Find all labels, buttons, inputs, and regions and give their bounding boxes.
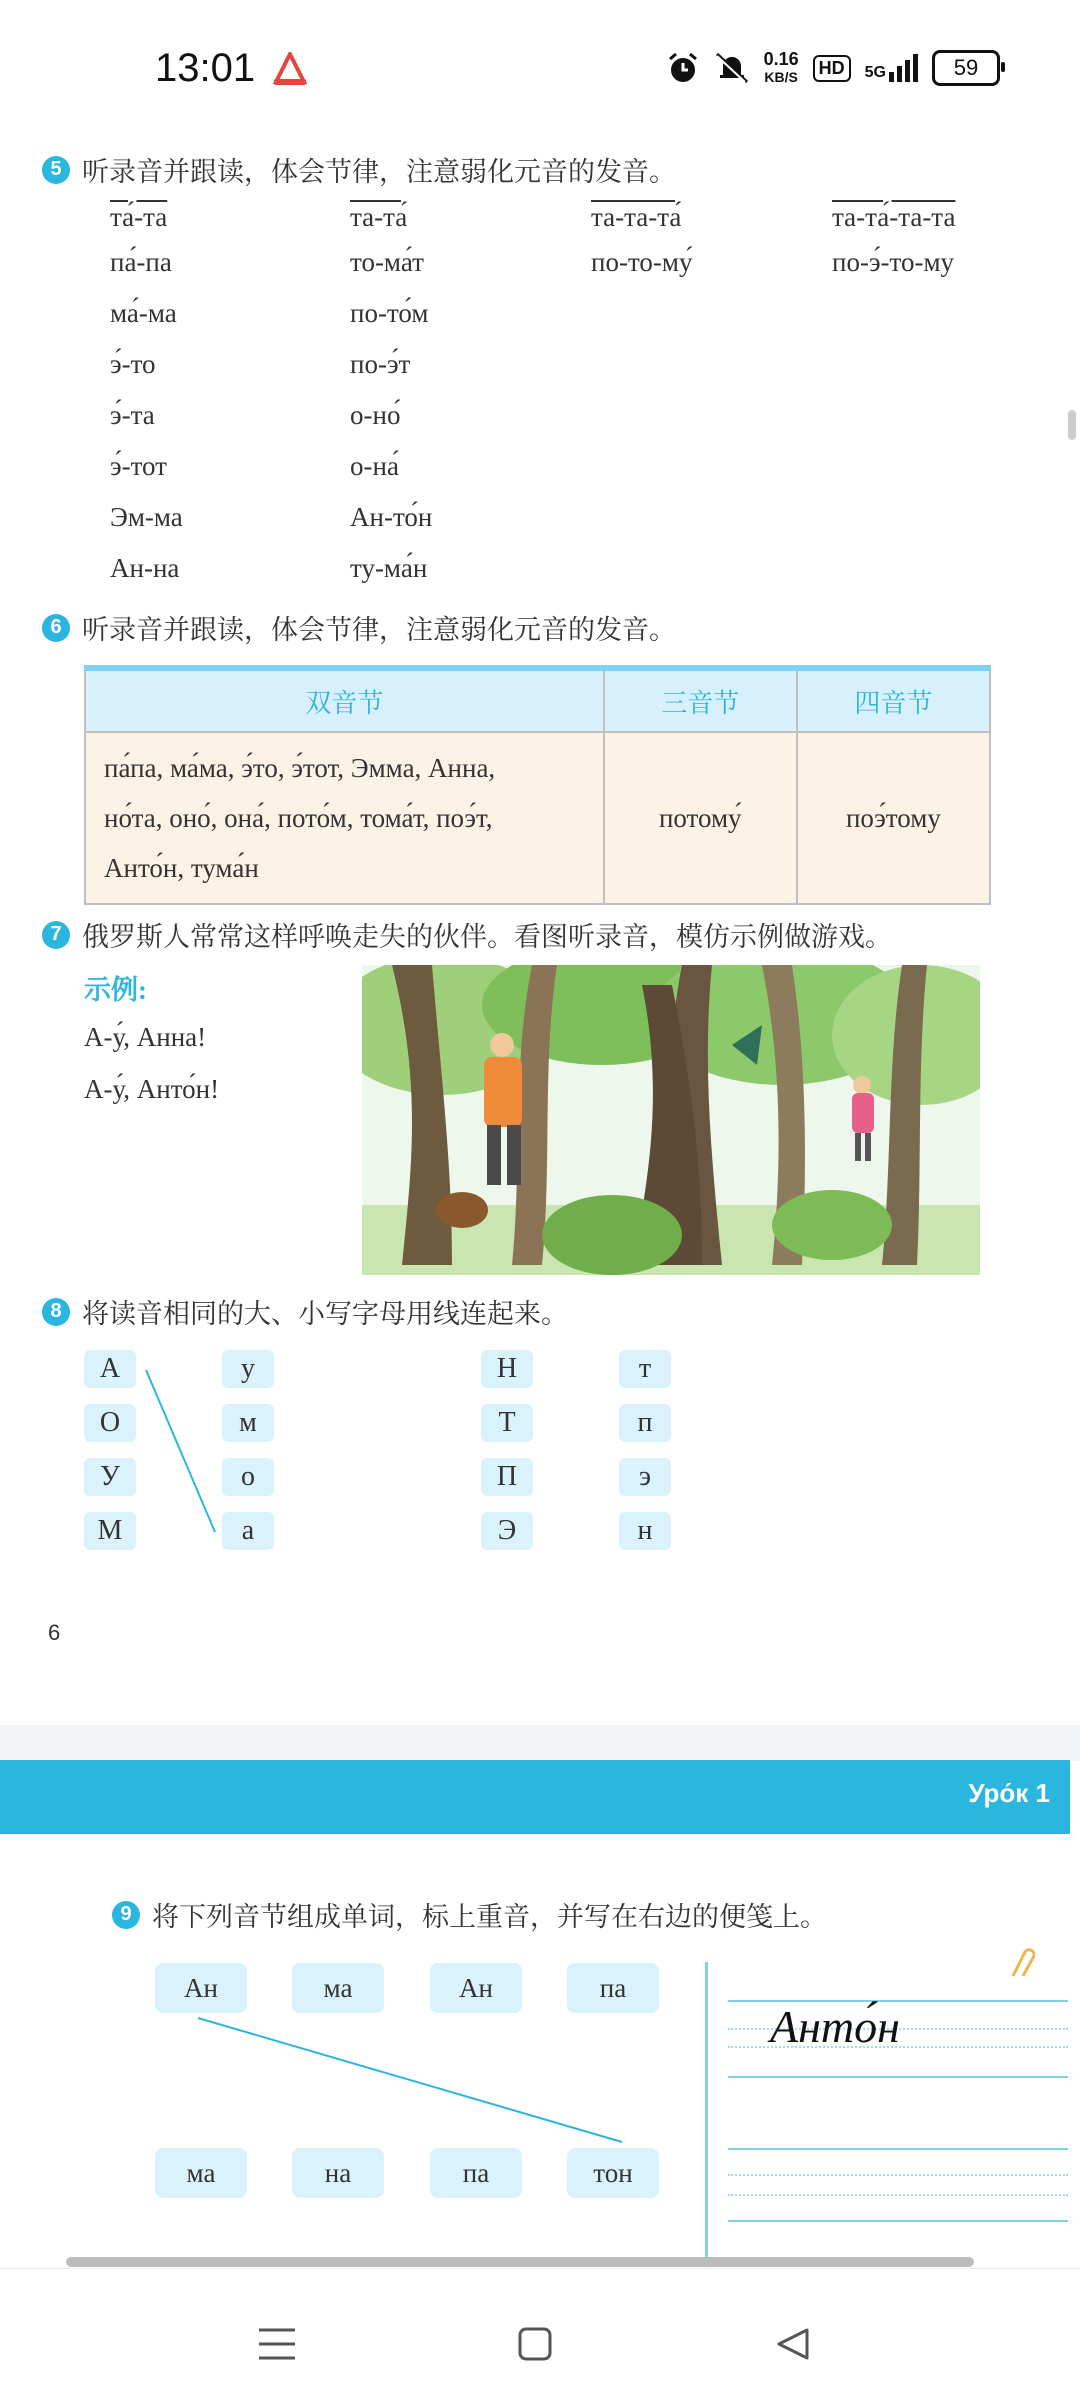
ex5-word: ту-ма́н — [350, 553, 428, 583]
letter-upper[interactable]: Н — [481, 1350, 533, 1388]
syllable-box[interactable]: Ан — [430, 1963, 522, 2013]
pattern-3: та-та-та́ — [591, 202, 682, 232]
ex5-word: по-э́т — [350, 349, 411, 379]
ex5-word: Ан-на — [110, 553, 180, 583]
ex6-number-badge: 6 — [42, 614, 70, 642]
ex5-word: Эм-ма — [110, 502, 183, 532]
notepad-line — [728, 2076, 1068, 2078]
syllable-box[interactable]: Ан — [155, 1963, 247, 2013]
letter-lower[interactable]: э — [619, 1458, 671, 1496]
header-three-syllable: 三音节 — [604, 668, 797, 732]
navigation-bar — [0, 2268, 1080, 2401]
page-gap — [0, 1725, 1080, 1761]
letter-upper[interactable]: П — [481, 1458, 533, 1496]
handwritten-answer: Анто́н — [770, 2001, 900, 2052]
ex7-instruction: 俄罗斯人常常这样呼唤走失的伙伴。看图听录音，模仿示例做游戏。 — [82, 922, 892, 952]
ex5-word: па́-па — [110, 247, 172, 277]
ex9-number-badge: 9 — [112, 1901, 140, 1929]
ex8-instruction: 将读音相同的大、小写字母用线连起来。 — [82, 1299, 568, 1329]
pattern-4: та-та́-та-та — [832, 202, 956, 232]
back-icon[interactable] — [768, 2319, 818, 2369]
header-four-syllable: 四音节 — [797, 668, 990, 732]
ex6-instruction: 听录音并跟读，体会节律，注意弱化元音的发音。 — [82, 615, 676, 645]
letter-lower[interactable]: м — [222, 1404, 274, 1442]
ex5-number-badge: 5 — [42, 156, 70, 184]
ex9-title — [112, 1895, 827, 1934]
three-syllable-cell: потому́ — [604, 732, 797, 904]
ex5-word: ма́-ма — [110, 298, 177, 328]
pattern-1: та́-та — [110, 202, 168, 232]
page-number: 6 — [48, 1620, 61, 1645]
ex5-word: э́-тот — [110, 451, 167, 481]
ex5-word: о-на́ — [350, 451, 399, 481]
syllable-box[interactable]: тон — [567, 2148, 659, 2198]
notepad-line — [728, 2174, 1068, 2176]
syllable-box[interactable]: па — [430, 2148, 522, 2198]
ex7-number-badge: 7 — [42, 921, 70, 949]
status-time: 13:01 — [155, 46, 256, 90]
ex5-word: по-то-му́ — [591, 247, 693, 277]
letter-upper[interactable]: М — [84, 1512, 136, 1550]
syllable-box[interactable]: ма — [292, 1963, 384, 2013]
four-syllable-cell: поэ́тому — [797, 732, 990, 904]
ex5-word: э́-то — [110, 349, 156, 379]
notepad-line — [728, 2148, 1068, 2150]
two-syllable-line: па́па, ма́ма, э́то, э́тот, Эмма, Анна, — [104, 753, 496, 783]
letter-upper[interactable]: А — [84, 1350, 136, 1388]
ex8-number-badge: 8 — [42, 1298, 70, 1326]
ex5-word: по-э́-то-му — [832, 247, 955, 277]
letter-lower[interactable]: а — [222, 1512, 274, 1550]
two-syllable-line: Анто́н, тума́н — [104, 853, 259, 883]
ex5-word: э́-та — [110, 400, 155, 430]
example-line: А-у́, Анна! — [84, 1022, 207, 1052]
letter-lower[interactable]: у — [222, 1350, 274, 1388]
ex5-word: по-то́м — [350, 298, 429, 328]
notepad-line — [728, 2194, 1068, 2196]
network-speed: 0.16 KB/S — [763, 49, 799, 85]
letter-upper[interactable]: Т — [481, 1404, 533, 1442]
ex5-word: то-ма́т — [350, 247, 424, 277]
syllable-box[interactable]: на — [292, 2148, 384, 2198]
letter-lower[interactable]: о — [222, 1458, 274, 1496]
letter-lower[interactable]: п — [619, 1404, 671, 1442]
hd-badge: HD — [813, 55, 851, 82]
paperclip-icon — [1005, 1946, 1035, 1980]
ex9-instruction: 将下列音节组成单词，标上重音，并写在右边的便笺上。 — [152, 1902, 827, 1932]
horizontal-scrollbar[interactable] — [66, 2257, 974, 2267]
ex5-word: Ан-то́н — [350, 502, 433, 532]
lesson-label: Уро́к 1 — [968, 1778, 1050, 1808]
battery-level: 59 — [953, 55, 979, 80]
pattern-2: та-та́ — [350, 202, 408, 232]
example-label: 示例: — [84, 975, 147, 1005]
letter-lower[interactable]: т — [619, 1350, 671, 1388]
notepad-line — [728, 2220, 1068, 2222]
syllable-box[interactable]: ма — [155, 2148, 247, 2198]
letter-upper[interactable]: О — [84, 1404, 136, 1442]
header-two-syllable: 双音节 — [85, 668, 604, 732]
syllable-box[interactable]: па — [567, 1963, 659, 2013]
menu-icon[interactable] — [252, 2319, 302, 2369]
two-syllable-line: но́та, оно́, она́, пото́м, тома́т, поэ́т, — [104, 803, 493, 833]
letter-upper[interactable]: Э — [481, 1512, 533, 1550]
signal-icon: 5G — [865, 54, 918, 82]
home-icon[interactable] — [510, 2319, 560, 2369]
ex5-instruction: 听录音并跟读，体会节律，注意弱化元音的发音。 — [82, 157, 676, 187]
ex5-word: о-но́ — [350, 400, 401, 430]
lesson-header-bar — [0, 1760, 1070, 1830]
lesson-header-underline — [0, 1830, 1070, 1834]
letter-upper[interactable]: У — [84, 1458, 136, 1496]
example-line: А-у́, Анто́н! — [84, 1074, 220, 1104]
letter-lower[interactable]: н — [619, 1512, 671, 1550]
